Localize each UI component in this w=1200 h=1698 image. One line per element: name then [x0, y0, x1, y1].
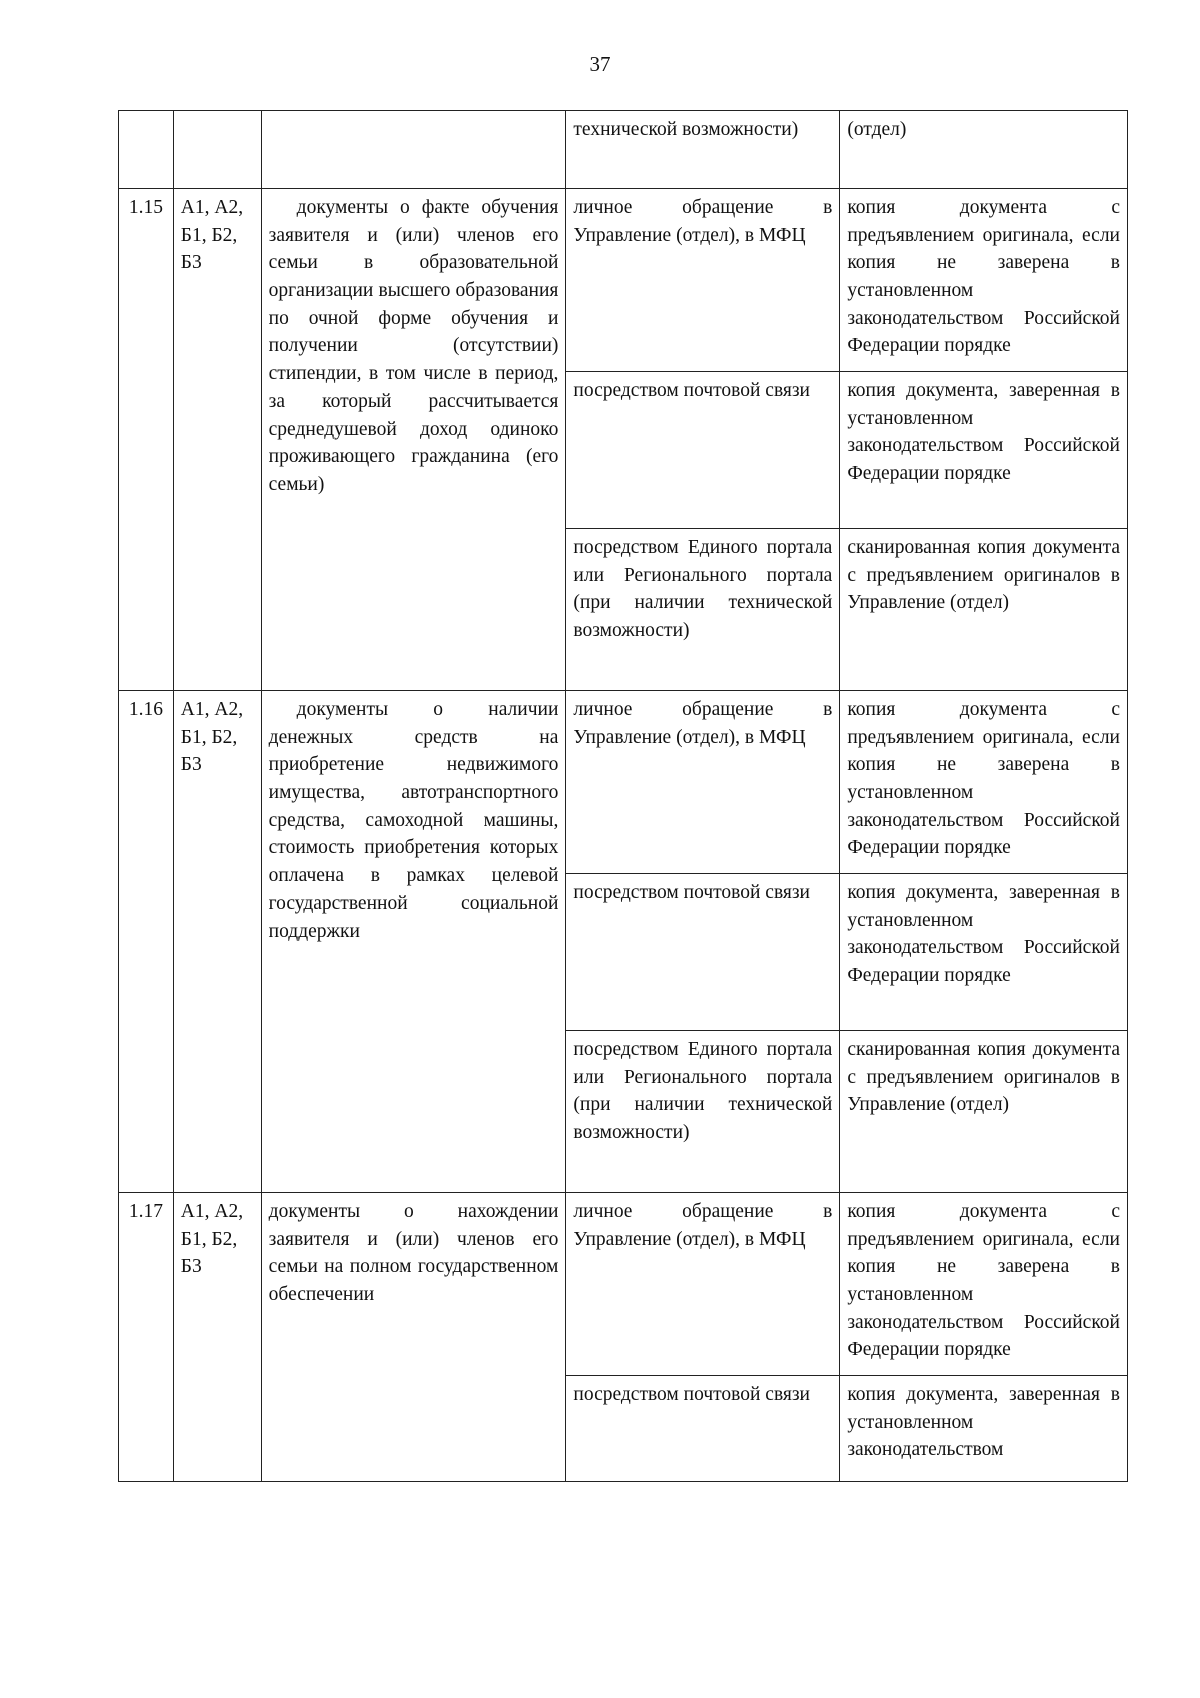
submission-method: посредством Единого портала или Регионального портала (при наличии технической возможности)	[566, 529, 840, 691]
document-description: документы о нахождении заявителя и (или) членов его семьи на полном государственном обеспечении	[261, 1193, 566, 1482]
row-number: 1.16	[119, 691, 174, 1193]
applicant-categories: А1, А2, Б1, Б2, Б3	[173, 691, 261, 1193]
submission-method: личное обращение в Управление (отдел), в МФЦ	[566, 691, 840, 874]
document-form: копия документа, заверенная в установленном законодательством Российской Федерации порядке	[840, 874, 1128, 1031]
table-row-1-17	[119, 1193, 1128, 1376]
document-form: копия документа, заверенная в установленном законодательством	[840, 1376, 1128, 1482]
document-form: копия документа, заверенная в установленном законодательством Российской Федерации порядке	[840, 372, 1128, 529]
document-form: сканированная копия документа с предъявлением оригиналов в Управление (отдел)	[840, 529, 1128, 691]
submission-method-cell: технической возможности)	[566, 111, 840, 189]
document-description: документы о наличии денежных средств на приобретение недвижимого имущества, автотранспортного средства, самоходной машины, стоимость приобретения которых оплачена в рамках целевой государственной социальной поддержки	[261, 691, 566, 1193]
page-number: 37	[589, 52, 611, 76]
document-description: документы о факте обучения заявителя и (или) членов его семьи в образовательной организации высшего образования по очной форме обучения и получении (отсутствии) стипендии, в том числе в период, за который рассчитывается среднедушевой доход одиноко проживающего гражданина (его семьи)	[261, 189, 566, 691]
table-row-1-15	[119, 189, 1128, 372]
document-form-cell: (отдел)	[840, 111, 1128, 189]
submission-method: посредством почтовой связи	[566, 1376, 840, 1482]
submission-method: посредством почтовой связи	[566, 874, 840, 1031]
submission-method: личное обращение в Управление (отдел), в МФЦ	[566, 189, 840, 372]
categories-cell	[173, 111, 261, 189]
document-form: копия документа с предъявлением оригинала, если копия не заверена в установленном законодательством Российской Федерации порядке	[840, 691, 1128, 874]
document-form: копия документа с предъявлением оригинала, если копия не заверена в установленном законодательством Российской Федерации порядке	[840, 189, 1128, 372]
documents-table	[118, 110, 1128, 1482]
submission-method: личное обращение в Управление (отдел), в МФЦ	[566, 1193, 840, 1376]
number-cell	[119, 111, 174, 189]
document-form: сканированная копия документа с предъявлением оригиналов в Управление (отдел)	[840, 1031, 1128, 1193]
applicant-categories: А1, А2, Б1, Б2, Б3	[173, 1193, 261, 1482]
continuation-row	[119, 111, 1128, 189]
document-cell	[261, 111, 566, 189]
table-row-1-16	[119, 691, 1128, 874]
applicant-categories: А1, А2, Б1, Б2, Б3	[173, 189, 261, 691]
submission-method: посредством почтовой связи	[566, 372, 840, 529]
submission-method: посредством Единого портала или Регионального портала (при наличии технической возможности)	[566, 1031, 840, 1193]
document-form: копия документа с предъявлением оригинала, если копия не заверена в установленном законодательством Российской Федерации порядке	[840, 1193, 1128, 1376]
row-number: 1.15	[119, 189, 174, 691]
row-number: 1.17	[119, 1193, 174, 1482]
